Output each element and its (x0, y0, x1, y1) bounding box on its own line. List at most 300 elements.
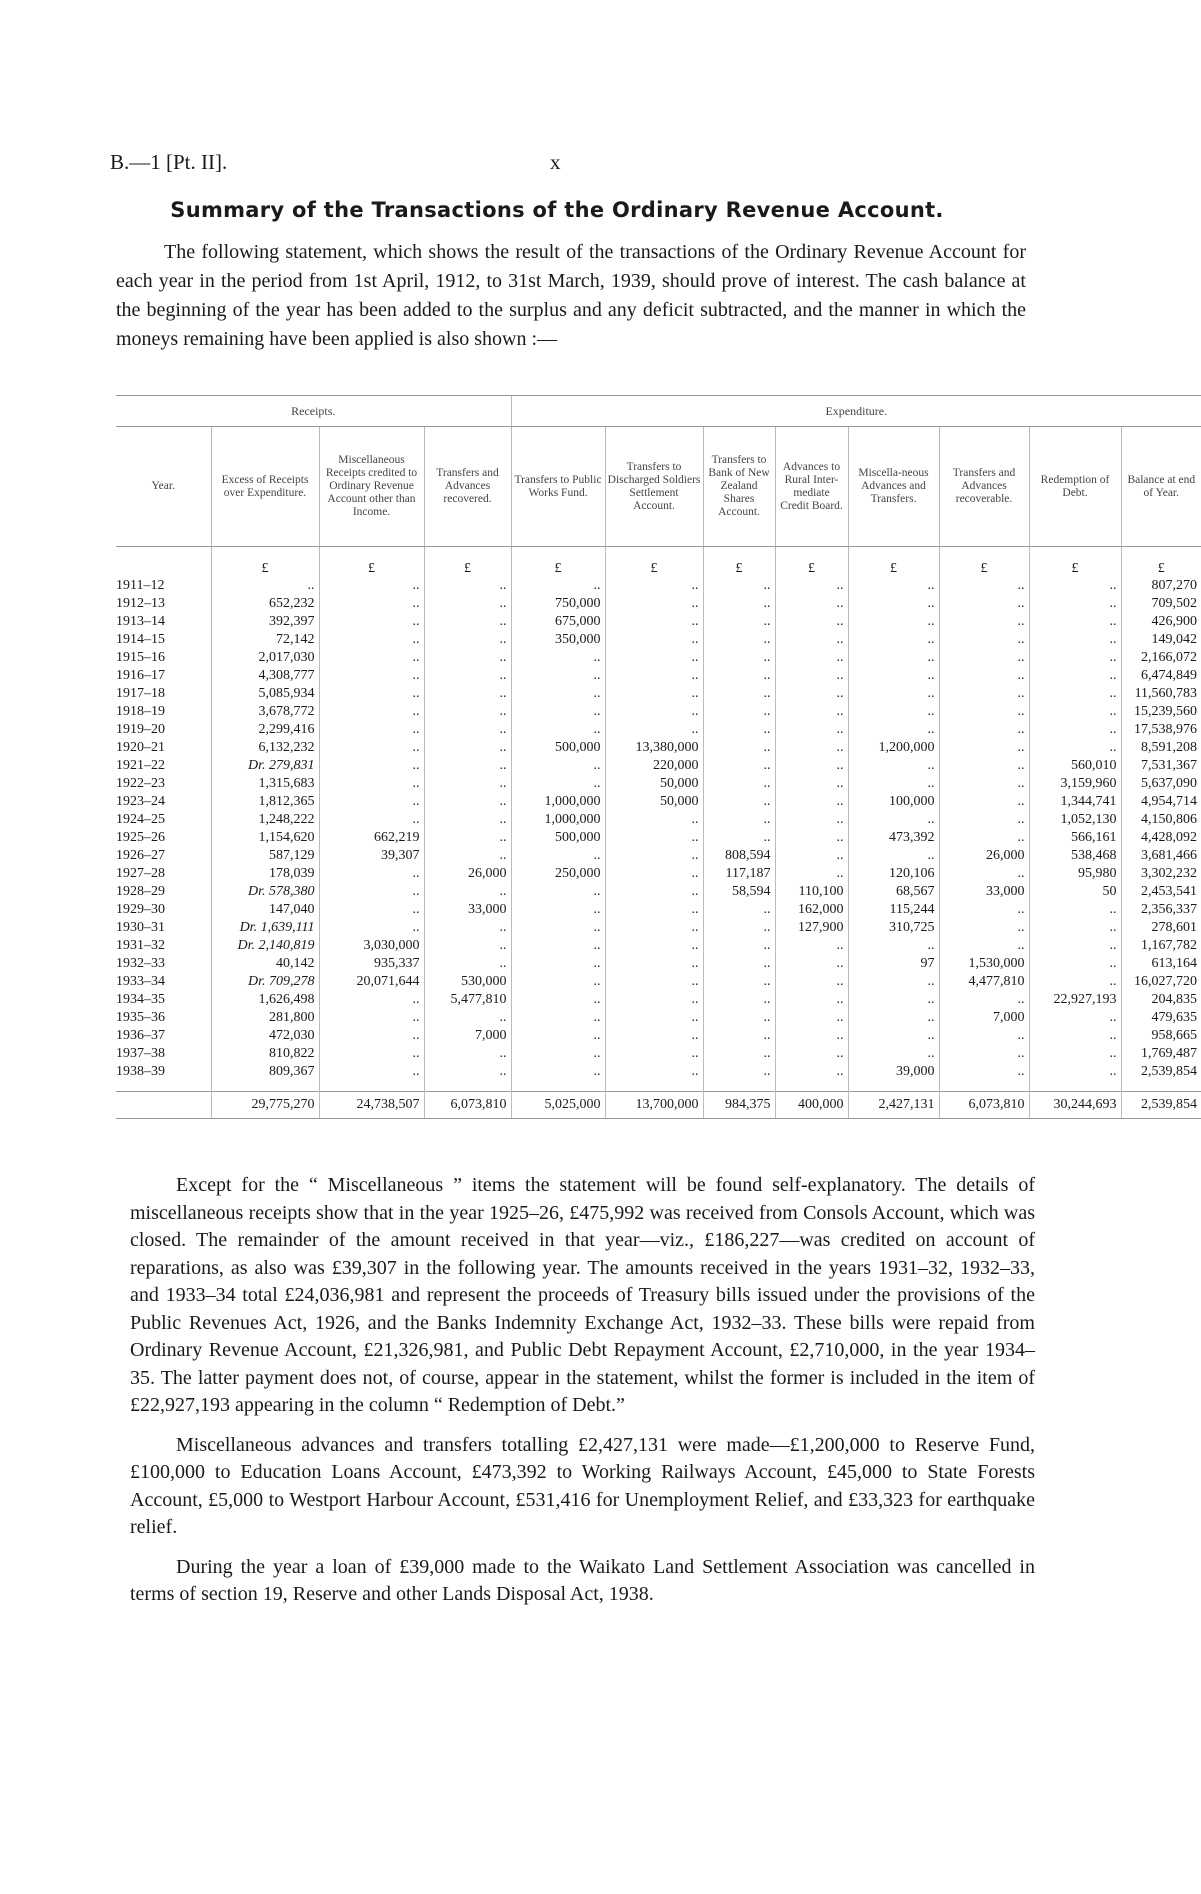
spacer-cell (1121, 1081, 1201, 1092)
value-cell: .. (848, 667, 939, 685)
value-cell: .. (424, 775, 511, 793)
table-row (116, 919, 1201, 937)
unit-cell: £ (511, 547, 605, 578)
value-cell: .. (1029, 1027, 1121, 1045)
value-cell: .. (939, 685, 1029, 703)
value-cell: .. (939, 631, 1029, 649)
value-cell: .. (848, 811, 939, 829)
year-cell: 1923–24 (116, 794, 165, 809)
value-cell: .. (511, 721, 605, 739)
value-cell: .. (424, 631, 511, 649)
value-cell: 50 (1029, 883, 1121, 901)
value-cell: 538,468 (1029, 847, 1121, 865)
year-cell: 1924–25 (116, 812, 165, 827)
value-cell: .. (703, 991, 775, 1009)
value-cell: .. (424, 1009, 511, 1027)
value-cell: .. (775, 973, 848, 991)
value-cell: 310,725 (848, 919, 939, 937)
table-row (116, 613, 1201, 631)
value-cell: .. (1029, 1063, 1121, 1081)
value-cell: 1,200,000 (848, 739, 939, 757)
year-cell: 1932–33 (116, 956, 165, 971)
value-cell: .. (775, 685, 848, 703)
value-cell: .. (775, 847, 848, 865)
value-cell: .. (939, 649, 1029, 667)
value-cell: 178,039 (211, 865, 319, 883)
value-cell: 26,000 (424, 865, 511, 883)
value-cell: .. (1029, 955, 1121, 973)
column-header: Transfers to Bank of New Zealand Shares Account. (703, 427, 775, 547)
value-cell: 4,477,810 (939, 973, 1029, 991)
value-cell: 117,187 (703, 865, 775, 883)
value-cell: 4,308,777 (211, 667, 319, 685)
value-cell: 127,900 (775, 919, 848, 937)
receipts-group-header: Receipts. (116, 396, 511, 427)
value-cell: .. (703, 739, 775, 757)
value-cell: 958,665 (1121, 1027, 1201, 1045)
value-cell: .. (775, 667, 848, 685)
value-cell: .. (939, 703, 1029, 721)
value-cell: 115,244 (848, 901, 939, 919)
value-cell: 935,337 (319, 955, 424, 973)
value-cell: .. (703, 577, 775, 595)
value-cell: .. (511, 775, 605, 793)
table-row (116, 1027, 1201, 1045)
value-cell: .. (605, 865, 703, 883)
value-cell: .. (703, 793, 775, 811)
value-cell: .. (424, 739, 511, 757)
value-cell: .. (511, 757, 605, 775)
table-row (116, 721, 1201, 739)
column-header-row (116, 427, 1201, 547)
value-cell: .. (605, 937, 703, 955)
summary-table-container (116, 395, 1198, 1119)
value-cell: 1,530,000 (939, 955, 1029, 973)
value-cell: .. (424, 595, 511, 613)
value-cell: .. (605, 631, 703, 649)
value-cell: .. (703, 901, 775, 919)
value-cell: 7,000 (939, 1009, 1029, 1027)
value-cell: 278,601 (1121, 919, 1201, 937)
value-cell: .. (775, 649, 848, 667)
value-cell: .. (605, 973, 703, 991)
value-cell: .. (605, 1063, 703, 1081)
value-cell: 6,132,232 (211, 739, 319, 757)
value-cell: .. (939, 811, 1029, 829)
total-cell: 2,539,854 (1121, 1092, 1201, 1119)
value-cell: .. (703, 721, 775, 739)
expenditure-group-header: Expenditure. (511, 396, 1201, 427)
year-cell: 1916–17 (116, 668, 165, 683)
value-cell: .. (424, 577, 511, 595)
column-header: Miscellaneous Receipts credited to Ordinary Revenue Account other than Income. (319, 427, 424, 547)
total-cell: 5,025,000 (511, 1092, 605, 1119)
unit-cell: £ (848, 547, 939, 578)
value-cell: .. (605, 1045, 703, 1063)
unit-cell: £ (605, 547, 703, 578)
value-cell: .. (1029, 1009, 1121, 1027)
value-cell: 50,000 (605, 775, 703, 793)
value-cell: 39,307 (319, 847, 424, 865)
value-cell: .. (703, 703, 775, 721)
value-cell: .. (775, 955, 848, 973)
value-cell: 40,142 (211, 955, 319, 973)
value-cell: Dr. 2,140,819 (211, 937, 319, 955)
value-cell: .. (939, 757, 1029, 775)
value-cell: .. (211, 577, 319, 595)
value-cell: 3,159,960 (1029, 775, 1121, 793)
value-cell: 5,477,810 (424, 991, 511, 1009)
value-cell: .. (511, 577, 605, 595)
value-cell: .. (319, 1063, 424, 1081)
value-cell: .. (424, 757, 511, 775)
value-cell: .. (1029, 721, 1121, 739)
value-cell: 675,000 (511, 613, 605, 631)
year-cell: 1925–26 (116, 830, 165, 845)
value-cell: 810,822 (211, 1045, 319, 1063)
value-cell: .. (1029, 937, 1121, 955)
total-cell: 29,775,270 (211, 1092, 319, 1119)
column-header: Redemption of Debt. (1029, 427, 1121, 547)
value-cell: .. (848, 1027, 939, 1045)
value-cell: .. (848, 937, 939, 955)
value-cell: .. (319, 793, 424, 811)
value-cell: 2,453,541 (1121, 883, 1201, 901)
value-cell: 1,812,365 (211, 793, 319, 811)
value-cell: .. (939, 865, 1029, 883)
value-cell: .. (319, 865, 424, 883)
year-cell: 1921–22 (116, 758, 165, 773)
value-cell: .. (319, 613, 424, 631)
value-cell: .. (848, 685, 939, 703)
value-cell: .. (511, 1027, 605, 1045)
value-cell: .. (1029, 919, 1121, 937)
document-reference: B.—1 [Pt. II]. (110, 150, 228, 174)
value-cell: .. (511, 685, 605, 703)
year-cell: 1935–36 (116, 1010, 165, 1025)
value-cell: 3,681,466 (1121, 847, 1201, 865)
value-cell: 17,538,976 (1121, 721, 1201, 739)
spacer-cell (775, 1081, 848, 1092)
value-cell: 662,219 (319, 829, 424, 847)
value-cell: 2,299,416 (211, 721, 319, 739)
paragraph-miscellaneous-advances: Miscellaneous advances and transfers totalling £2,427,131 were made—£1,200,000 to Reserve Fund, £100,000 to Education Loans Account, £473,392 to Working Railways Account, £45,000 to State Forests Account, £5,000 to Westport Harbour Account, £531,416 for Unemployment Relief, and £33,323 for earthquake relief. (130, 1433, 1035, 1538)
column-header: Advances to Rural Inter-mediate Credit Board. (775, 427, 848, 547)
unit-cell (116, 547, 211, 578)
table-row (116, 649, 1201, 667)
value-cell: 147,040 (211, 901, 319, 919)
year-cell: 1914–15 (116, 632, 165, 647)
spacer-cell (703, 1081, 775, 1092)
summary-table (116, 395, 1201, 1119)
value-cell: .. (511, 991, 605, 1009)
value-cell: .. (775, 1027, 848, 1045)
spacer-cell (424, 1081, 511, 1092)
value-cell: 39,000 (848, 1063, 939, 1081)
year-cell: 1919–20 (116, 722, 165, 737)
value-cell: .. (605, 883, 703, 901)
value-cell: .. (319, 721, 424, 739)
value-cell: 5,085,934 (211, 685, 319, 703)
value-cell: .. (1029, 973, 1121, 991)
year-cell: 1915–16 (116, 650, 165, 665)
spacer-cell (116, 1081, 211, 1092)
value-cell: 220,000 (605, 757, 703, 775)
year-cell: 1912–13 (116, 596, 165, 611)
table-row (116, 1063, 1201, 1081)
total-cell: 6,073,810 (939, 1092, 1029, 1119)
unit-cell: £ (775, 547, 848, 578)
total-cell: 400,000 (775, 1092, 848, 1119)
value-cell: .. (605, 613, 703, 631)
value-cell: .. (775, 991, 848, 1009)
value-cell: .. (424, 829, 511, 847)
value-cell: .. (703, 1009, 775, 1027)
value-cell: 204,835 (1121, 991, 1201, 1009)
year-cell: 1933–34 (116, 974, 165, 989)
value-cell: .. (319, 649, 424, 667)
value-cell: .. (319, 739, 424, 757)
value-cell: .. (703, 667, 775, 685)
value-cell: 473,392 (848, 829, 939, 847)
value-cell: .. (939, 1045, 1029, 1063)
value-cell: 120,106 (848, 865, 939, 883)
value-cell: .. (775, 739, 848, 757)
value-cell: .. (939, 919, 1029, 937)
page-number: x (550, 150, 561, 174)
value-cell: 1,000,000 (511, 793, 605, 811)
value-cell: .. (424, 811, 511, 829)
value-cell: .. (605, 955, 703, 973)
value-cell: .. (848, 847, 939, 865)
spacer-cell (1029, 1081, 1121, 1092)
value-cell: .. (319, 1027, 424, 1045)
value-cell: .. (703, 829, 775, 847)
value-cell: .. (703, 649, 775, 667)
value-cell: 566,161 (1029, 829, 1121, 847)
value-cell: 72,142 (211, 631, 319, 649)
value-cell: 807,270 (1121, 577, 1201, 595)
table-row (116, 685, 1201, 703)
value-cell: .. (939, 793, 1029, 811)
value-cell: .. (848, 721, 939, 739)
table-row (116, 883, 1201, 901)
value-cell: .. (703, 937, 775, 955)
year-cell: 1937–38 (116, 1046, 165, 1061)
value-cell: .. (848, 613, 939, 631)
value-cell: .. (605, 811, 703, 829)
value-cell: 652,232 (211, 595, 319, 613)
value-cell: .. (775, 595, 848, 613)
total-cell: 6,073,810 (424, 1092, 511, 1119)
year-cell: 1926–27 (116, 848, 165, 863)
value-cell: .. (703, 1027, 775, 1045)
value-cell: .. (319, 685, 424, 703)
value-cell: 1,626,498 (211, 991, 319, 1009)
value-cell: 530,000 (424, 973, 511, 991)
total-cell: 24,738,507 (319, 1092, 424, 1119)
value-cell: .. (511, 973, 605, 991)
value-cell: 16,027,720 (1121, 973, 1201, 991)
value-cell: .. (939, 775, 1029, 793)
value-cell: .. (848, 631, 939, 649)
value-cell: .. (703, 757, 775, 775)
table-row (116, 955, 1201, 973)
value-cell: .. (424, 955, 511, 973)
value-cell: 2,356,337 (1121, 901, 1201, 919)
value-cell: 250,000 (511, 865, 605, 883)
value-cell: .. (605, 1027, 703, 1045)
unit-cell: £ (1121, 547, 1201, 578)
value-cell: .. (319, 811, 424, 829)
value-cell: .. (848, 991, 939, 1009)
value-cell: 110,100 (775, 883, 848, 901)
column-header: Excess of Receipts over Expenditure. (211, 427, 319, 547)
unit-cell: £ (1029, 547, 1121, 578)
value-cell: .. (424, 1045, 511, 1063)
value-cell: .. (939, 901, 1029, 919)
value-cell: .. (939, 991, 1029, 1009)
value-cell: .. (319, 577, 424, 595)
value-cell: 1,167,782 (1121, 937, 1201, 955)
year-cell: 1913–14 (116, 614, 165, 629)
value-cell: 22,927,193 (1029, 991, 1121, 1009)
value-cell: 500,000 (511, 829, 605, 847)
value-cell: 500,000 (511, 739, 605, 757)
value-cell: 426,900 (1121, 613, 1201, 631)
value-cell: .. (424, 685, 511, 703)
value-cell: .. (939, 1027, 1029, 1045)
value-cell: .. (775, 793, 848, 811)
value-cell: .. (703, 973, 775, 991)
value-cell: .. (605, 991, 703, 1009)
value-cell: .. (424, 649, 511, 667)
unit-cell: £ (424, 547, 511, 578)
intro-paragraph: The following statement, which shows the result of the transactions of the Ordinary Revenue Account for each year in the period from 1st April, 1912, to 31st March, 1939, should prove of interest. The cash balance at the beginning of the year has been added to the surplus and any deficit subtracted, and the manner in which the moneys remaining have been applied is also shown :— (116, 241, 1026, 350)
totals-row (116, 1092, 1201, 1119)
value-cell: 20,071,644 (319, 973, 424, 991)
value-cell: 1,000,000 (511, 811, 605, 829)
value-cell: .. (939, 667, 1029, 685)
value-cell: .. (424, 883, 511, 901)
table-row (116, 703, 1201, 721)
value-cell: .. (1029, 631, 1121, 649)
value-cell: .. (511, 955, 605, 973)
value-cell: 560,010 (1029, 757, 1121, 775)
value-cell: 2,539,854 (1121, 1063, 1201, 1081)
value-cell: 472,030 (211, 1027, 319, 1045)
table-row (116, 973, 1201, 991)
column-header: Transfers to Discharged Soldiers Settlement Account. (605, 427, 703, 547)
value-cell: 750,000 (511, 595, 605, 613)
value-cell: .. (775, 775, 848, 793)
total-cell: 30,244,693 (1029, 1092, 1121, 1119)
value-cell: 2,017,030 (211, 649, 319, 667)
value-cell: Dr. 709,278 (211, 973, 319, 991)
value-cell: .. (605, 577, 703, 595)
value-cell: 6,474,849 (1121, 667, 1201, 685)
value-cell: .. (424, 793, 511, 811)
value-cell: 3,302,232 (1121, 865, 1201, 883)
value-cell: .. (605, 919, 703, 937)
value-cell: 5,637,090 (1121, 775, 1201, 793)
value-cell: 808,594 (703, 847, 775, 865)
value-cell: .. (775, 937, 848, 955)
value-cell: 95,980 (1029, 865, 1121, 883)
value-cell: .. (703, 631, 775, 649)
value-cell: 1,154,620 (211, 829, 319, 847)
table-row (116, 757, 1201, 775)
spacer-cell (605, 1081, 703, 1092)
value-cell: .. (511, 1063, 605, 1081)
value-cell: .. (703, 613, 775, 631)
column-header: Year. (116, 427, 211, 547)
value-cell: .. (511, 649, 605, 667)
value-cell: .. (703, 685, 775, 703)
value-cell: .. (939, 1063, 1029, 1081)
paragraph-miscellaneous-receipts: Except for the “ Miscellaneous ” items the statement will be found self-explanatory. The details of miscellaneous receipts show that in the year 1925–26, £475,992 was received from Consols Account, which was closed. The remainder of the amount received in that year—viz., £186,227—was credited on account of reparations, as also was £39,307 in the following year. The amounts received in the years 1931–32, 1932–33, and 1933–34 total £24,036,981 and represent the proceeds of Treasury bills issued under the provisions of the Public Revenues Act, 1926, and the Banks Indemnity Exchange Act, 1932–33. These bills were repaid from Ordinary Revenue Account, £21,326,981, and Public Debt Repayment Account, £2,710,000, in the year 1934–35. The latter payment does not, of course, appear in the statement, whilst the former is included in the item of £22,927,193 appearing in the column “ Redemption of Debt.” (130, 1174, 1035, 1416)
value-cell: 26,000 (939, 847, 1029, 865)
value-cell: .. (319, 595, 424, 613)
year-cell: 1936–37 (116, 1028, 165, 1043)
value-cell: .. (424, 1063, 511, 1081)
value-cell: .. (939, 613, 1029, 631)
value-cell: 68,567 (848, 883, 939, 901)
value-cell: .. (1029, 667, 1121, 685)
year-cell: 1918–19 (116, 704, 165, 719)
value-cell: 149,042 (1121, 631, 1201, 649)
value-cell: 97 (848, 955, 939, 973)
value-cell: .. (848, 703, 939, 721)
value-cell: .. (511, 667, 605, 685)
value-cell: .. (605, 703, 703, 721)
total-cell: 2,427,131 (848, 1092, 939, 1119)
table-row (116, 1009, 1201, 1027)
value-cell: .. (775, 1045, 848, 1063)
value-cell: 587,129 (211, 847, 319, 865)
value-cell: Dr. 578,380 (211, 883, 319, 901)
value-cell: .. (319, 901, 424, 919)
page-title: Summary of the Transactions of the Ordinary Revenue Account. (170, 198, 944, 222)
value-cell: 33,000 (424, 901, 511, 919)
column-header: Transfers and Advances recovered. (424, 427, 511, 547)
year-cell: 1920–21 (116, 740, 165, 755)
value-cell: 613,164 (1121, 955, 1201, 973)
value-cell: .. (605, 901, 703, 919)
value-cell: 7,531,367 (1121, 757, 1201, 775)
value-cell: .. (939, 595, 1029, 613)
value-cell: .. (775, 829, 848, 847)
year-cell: 1930–31 (116, 920, 165, 935)
value-cell: .. (319, 631, 424, 649)
table-row (116, 811, 1201, 829)
value-cell: .. (319, 703, 424, 721)
value-cell: .. (511, 1045, 605, 1063)
value-cell: 8,591,208 (1121, 739, 1201, 757)
value-cell: .. (319, 883, 424, 901)
value-cell: .. (511, 1009, 605, 1027)
year-cell: 1917–18 (116, 686, 165, 701)
value-cell: 809,367 (211, 1063, 319, 1081)
value-cell: 7,000 (424, 1027, 511, 1045)
spacer-row (116, 1081, 1201, 1092)
value-cell: .. (511, 937, 605, 955)
value-cell: 2,166,072 (1121, 649, 1201, 667)
value-cell: 1,344,741 (1029, 793, 1121, 811)
value-cell: .. (319, 1009, 424, 1027)
value-cell: 479,635 (1121, 1009, 1201, 1027)
unit-cell: £ (703, 547, 775, 578)
